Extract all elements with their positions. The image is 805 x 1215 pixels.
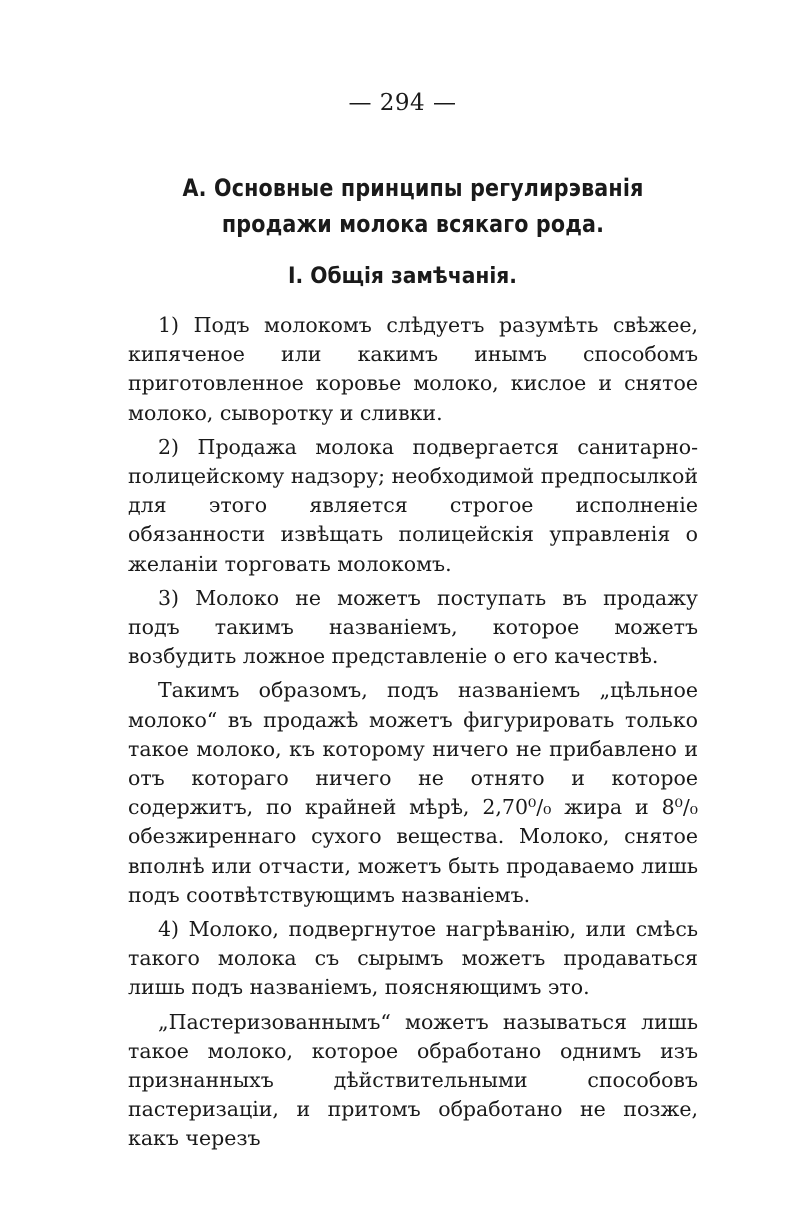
- paragraph-5: 4) Молоко, подвергнутое нагрѣванію, или смѣсь такого молока съ сырымъ можетъ продаваться лишь подъ названіемъ, поясняющимъ это.: [128, 917, 698, 1000]
- body-text: [128, 311, 698, 1154]
- section-title: А. Основные принципы регулирэванія продажи молока всякаго рода.: [182, 174, 644, 238]
- page-number: — 294 —: [348, 90, 457, 116]
- paragraph-2: 2) Продажа молока подвергается санитарно-полицейскому надзору; необходимой предпосылкой для этого является строгое исполненіе обязанности извѣщать полицейскія управленія о желаніи торговать молокомъ.: [128, 434, 698, 576]
- paragraph-1: 1) Подъ молокомъ слѣдуетъ разумѣть свѣжее, кипяченое или какимъ инымъ способомъ приготовленное коровье молоко, кислое и снятое молоко, сыворотку и сливки.: [128, 313, 698, 425]
- paragraph-3: 3) Молоко не можетъ поступать въ продажу подъ такимъ названіемъ, которое можетъ возбудить ложное представленіе о его качествѣ.: [128, 585, 698, 669]
- paragraph-4: Такимъ образомъ, подъ названіемъ „цѣльное молоко“ въ продажѣ можетъ фигурировать только такое молоко, къ которому ничего не прибавлено и отъ котораго ничего не отнято и которое содержитъ, по крайней мѣрѣ, 2,70⁰/₀ жира и 8⁰/₀ обезжиреннаго сухого вещества. Молоко, снятое вполнѣ или отчасти, можетъ быть продаваемо лишь подъ соотвѣтствующимъ названіемъ.: [128, 678, 698, 907]
- paragraph-6: „Пастеризованнымъ“ можетъ называться лишь такое молоко, которое обработано однимъ изъ признанныхъ дѣйствительными способовъ пастеризаціи, и притомъ обработано не позже, какъ черезъ: [128, 1009, 698, 1151]
- subsection-title: I. Общія замѣчанія.: [288, 264, 517, 289]
